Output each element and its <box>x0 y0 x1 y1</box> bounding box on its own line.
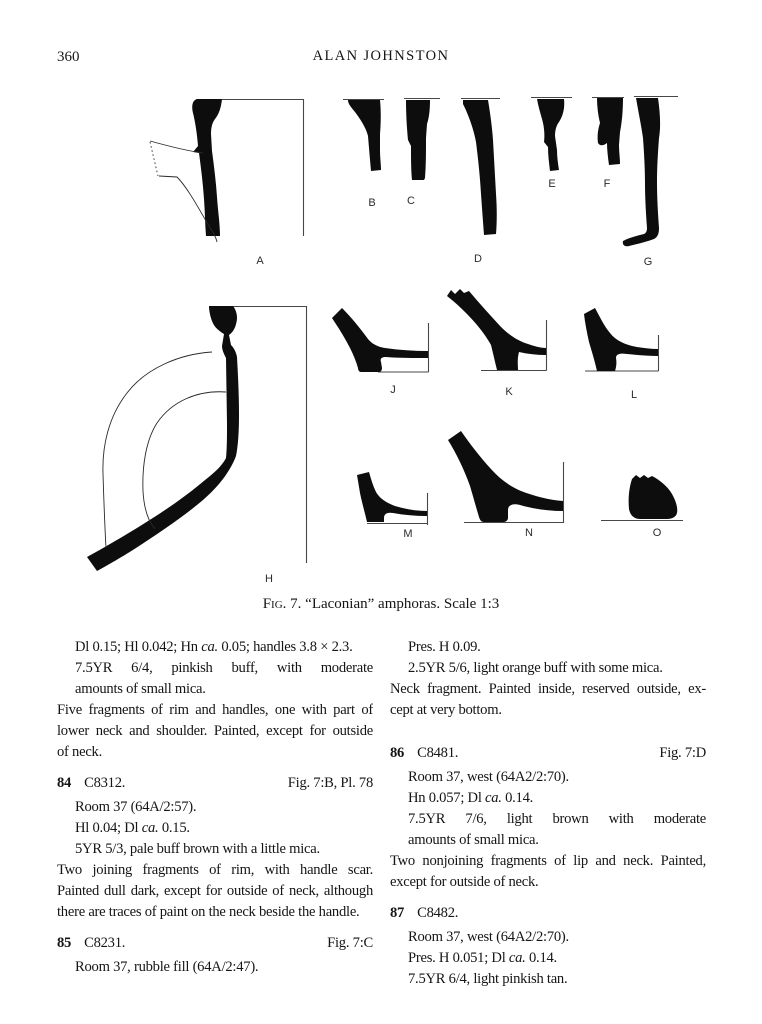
profile-o-section-fill <box>629 475 678 519</box>
text: Room 37, rubble fill (64A/2:47). <box>75 959 259 975</box>
catalog-text-line <box>390 830 706 851</box>
text: 0.05; handles 3.8 × 2.3. <box>217 639 353 655</box>
amphora-profile-m <box>357 472 428 525</box>
catalog-text-line <box>57 818 373 839</box>
catalog-text-line <box>390 637 706 658</box>
entry-figure-reference: Fig. 7:C <box>327 935 373 951</box>
catalog-text-line <box>390 700 706 721</box>
catalog-text-line <box>57 637 373 658</box>
profile-h-section-fill <box>87 306 239 571</box>
text: amounts of small mica. <box>408 832 539 848</box>
catalog-entry-header <box>57 933 373 954</box>
text: 0.14. <box>525 950 557 966</box>
figure-part-label-o: O <box>652 527 662 539</box>
text: lower neck and shoulder. Painted, except for outside <box>57 723 373 739</box>
text: there are traces of paint on the neck beside the handle. <box>57 904 360 920</box>
entry-catalog-id: C8482. <box>417 905 459 921</box>
catalog-text-line <box>57 902 373 923</box>
profile-a-axis-line <box>216 100 304 237</box>
text: Pres. H 0.09. <box>408 639 481 655</box>
profile-d-section-fill <box>463 100 497 235</box>
figure-part-label-h: H <box>265 573 273 585</box>
profile-m-section-fill <box>357 472 427 522</box>
catalog-text-line <box>57 797 373 818</box>
amphora-profile-a <box>150 99 304 242</box>
profile-n-section-fill <box>448 431 563 522</box>
amphora-profile-e <box>531 98 572 172</box>
figure-part-label-d: D <box>474 253 482 265</box>
figure-part-label-m: M <box>403 528 413 540</box>
figure-part-label-j: J <box>390 384 396 396</box>
amphora-profile-h <box>87 306 307 571</box>
amphora-profile-n <box>448 431 564 523</box>
catalog-text-line <box>57 957 373 978</box>
amphora-profile-j <box>332 308 429 372</box>
amphora-profile-d <box>461 99 500 236</box>
amphora-profile-k <box>447 289 547 371</box>
catalog-text-line <box>57 839 373 860</box>
catalog-text-line <box>57 700 373 721</box>
profile-e-section-fill <box>537 99 564 171</box>
text: Neck fragment. Painted inside, reserved outside, ex- <box>390 681 706 697</box>
figure-part-label-c: C <box>407 195 415 207</box>
profile-k-section-fill <box>447 289 546 370</box>
amphora-profile-o <box>601 475 683 521</box>
page-number: 360 <box>57 49 80 65</box>
profile-a-section-fill <box>192 99 222 236</box>
text: Room 37 (64A/2:57). <box>75 799 197 815</box>
amphora-profile-f <box>592 98 624 166</box>
entry-catalog-id: C8312. <box>84 775 126 791</box>
catalog-entry-header <box>57 773 373 794</box>
text: Five fragments of rim and handles, one with part of <box>57 702 373 718</box>
catalog-text-line <box>57 658 373 679</box>
italic-text: ca. <box>201 639 218 655</box>
profile-j-section-fill <box>332 308 428 372</box>
profile-g-section-fill <box>623 98 660 246</box>
entry-number: 84 <box>57 775 72 791</box>
catalog-column-right <box>390 637 706 990</box>
profile-f-section-fill <box>597 98 623 165</box>
text: of neck. <box>57 744 103 760</box>
profile-j-base-lines <box>378 323 429 372</box>
catalog-text-line <box>390 948 706 969</box>
catalog-entry-header <box>390 743 706 764</box>
figure-part-label-a: A <box>256 255 264 267</box>
entry-number: 87 <box>390 905 405 921</box>
italic-text: ca. <box>508 950 526 966</box>
text: cept at very bottom. <box>390 702 502 718</box>
catalog-entry-header <box>390 903 706 924</box>
text: Hn 0.057; Dl <box>408 790 486 806</box>
catalog-column-left <box>57 637 373 978</box>
text: 7.5YR 6/4, light pinkish tan. <box>408 971 568 987</box>
amphora-profile-g <box>623 97 678 247</box>
catalog-text-line <box>57 721 373 742</box>
catalog-text-line <box>390 927 706 948</box>
catalog-text-line <box>57 881 373 902</box>
text: Two nonjoining fragments of lip and neck. Painted, <box>390 853 706 869</box>
figure-part-label-n: N <box>525 527 533 539</box>
text: except for outside of neck. <box>390 874 539 890</box>
catalog-text-line <box>390 969 706 990</box>
profile-l-section-fill <box>584 308 658 371</box>
catalog-text-line <box>390 851 706 872</box>
text: 5YR 5/3, pale buff brown with a little mica. <box>75 841 320 857</box>
profile-b-section-fill <box>348 100 381 171</box>
entry-figure-reference: Fig. 7:D <box>659 745 706 761</box>
italic-text: ca. <box>141 820 159 836</box>
catalog-text-line <box>57 742 373 763</box>
text: Room 37, west (64A2/2:70). <box>408 769 569 785</box>
entry-figure-reference: Fig. 7:B, Pl. 78 <box>287 775 373 791</box>
catalog-text-line <box>390 679 706 700</box>
catalog-text-line <box>390 872 706 893</box>
profile-a-broken-edge <box>150 142 158 176</box>
text: 0.15. <box>158 820 190 836</box>
text: Room 37, west (64A2/2:70). <box>408 929 569 945</box>
amphora-profile-l <box>584 308 659 371</box>
profile-c-section-fill <box>406 100 430 180</box>
figure-part-label-f: F <box>603 178 611 190</box>
entry-catalog-id: C8481. <box>417 745 459 761</box>
figure-caption-text: “Laconian” amphoras. Scale 1:3 <box>305 596 500 612</box>
amphora-profile-b <box>343 100 384 172</box>
catalog-text-line <box>390 658 706 679</box>
figure-part-label-g: G <box>643 256 653 268</box>
amphora-profile-c <box>404 99 440 181</box>
catalog-text-line <box>390 767 706 788</box>
text: 2.5YR 5/6, light orange buff with some mica. <box>408 660 663 676</box>
catalog-text-line <box>57 860 373 881</box>
catalog-text-line <box>390 788 706 809</box>
italic-text: ca. <box>485 790 502 806</box>
entry-number: 85 <box>57 935 72 951</box>
figure-caption-number: Fig. 7. <box>262 596 302 612</box>
figure-part-label-e: E <box>548 178 556 190</box>
text: amounts of small mica. <box>75 681 206 697</box>
figure-part-label-b: B <box>368 197 376 209</box>
entry-number: 86 <box>390 745 405 761</box>
text: 7.5YR 7/6, light brown with moderate <box>408 811 706 827</box>
running-head: ALAN JOHNSTON <box>312 48 450 64</box>
text: Pres. H 0.051; Dl <box>408 950 509 966</box>
catalog-text-line <box>57 679 373 700</box>
text: 0.14. <box>501 790 534 806</box>
text: Painted dull dark, except for outside of neck, although <box>57 883 373 899</box>
text: 7.5YR 6/4, pinkish buff, with moderate <box>75 660 373 676</box>
figure-caption <box>0 596 762 613</box>
entry-catalog-id: C8231. <box>84 935 126 951</box>
catalog-text-line <box>390 809 706 830</box>
text: Hl 0.04; Dl <box>75 820 142 836</box>
text: Dl 0.15; Hl 0.042; Hn <box>75 639 202 655</box>
figure-part-label-l: L <box>630 389 638 401</box>
text: Two joining fragments of rim, with handle scar. <box>57 862 373 878</box>
figure-part-label-k: K <box>505 386 513 398</box>
